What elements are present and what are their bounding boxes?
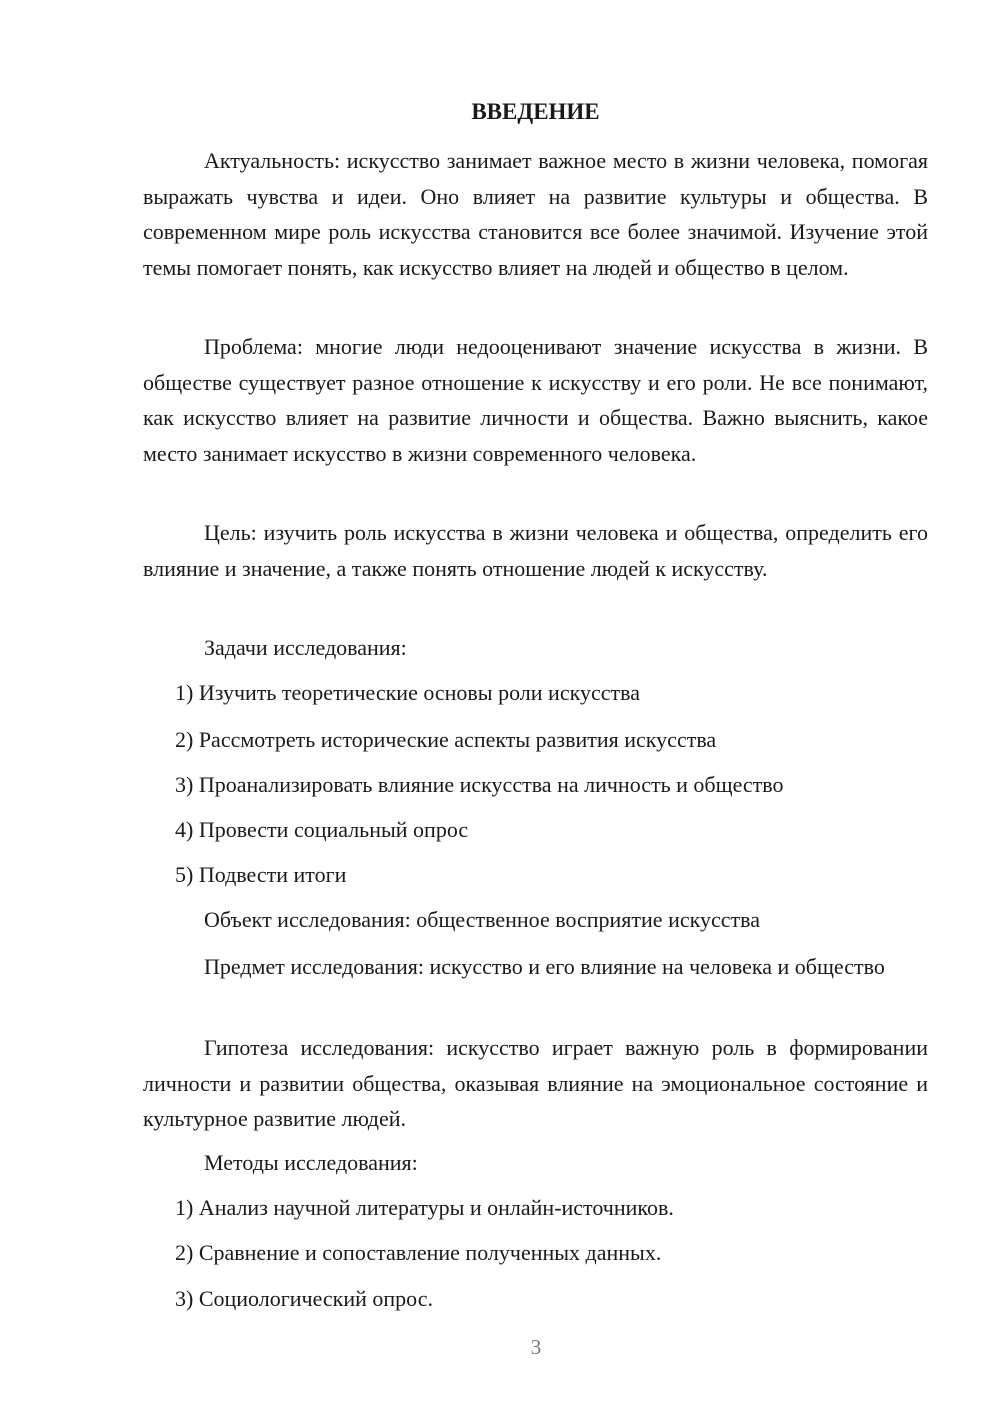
list-item: 2) Сравнение и сопоставление полученных данных. — [175, 1240, 662, 1265]
relevance-paragraph: Актуальность: искусство занимает важное место в жизни человека, помогая выражать чувства и идеи. Оно влияет на развитие культуры и общества. В современном мире роль искусства становится все более значимой. Изучение этой темы помогает понять, как искусство влияет на людей и общество в целом. — [143, 148, 928, 280]
list-item: 1) Анализ научной литературы и онлайн-источников. — [175, 1195, 674, 1220]
list-item: 2) Рассмотреть исторические аспекты развития искусства — [175, 727, 717, 752]
page-title: ВВЕДЕНИЕ — [471, 99, 600, 124]
methods-heading: Методы исследования: — [204, 1150, 418, 1175]
object-line: Объект исследования: общественное восприятие искусства — [204, 907, 760, 932]
list-item: 3) Проанализировать влияние искусства на личность и общество — [175, 772, 784, 797]
problem-paragraph: Проблема: многие люди недооценивают значение искусства в жизни. В обществе существует разное отношение к искусству и его роли. Не все понимают, как искусство влияет на развитие личности и общества. Важно выяснить, какое место занимает искусство в жизни современного человека. — [143, 334, 928, 466]
subject-paragraph: Предмет исследования: искусство и его влияние на человека и общество — [204, 954, 885, 979]
hypothesis-paragraph: Гипотеза исследования: искусство играет важную роль в формировании личности и развитии общества, оказывая влияние на эмоциональное состояние и культурное развитие людей. — [143, 1035, 928, 1131]
list-item: 3) Социологический опрос. — [175, 1286, 433, 1311]
tasks-heading: Задачи исследования: — [204, 635, 407, 660]
goal-paragraph: Цель: изучить роль искусства в жизни человека и общества, определить его влияние и значение, а также понять отношение людей к искусству. — [143, 520, 928, 581]
list-item: 5) Подвести итоги — [175, 862, 347, 887]
list-item: 4) Провести социальный опрос — [175, 817, 469, 842]
list-item: 1) Изучить теоретические основы роли искусства — [175, 680, 640, 705]
page-number: 3 — [530, 1335, 542, 1359]
